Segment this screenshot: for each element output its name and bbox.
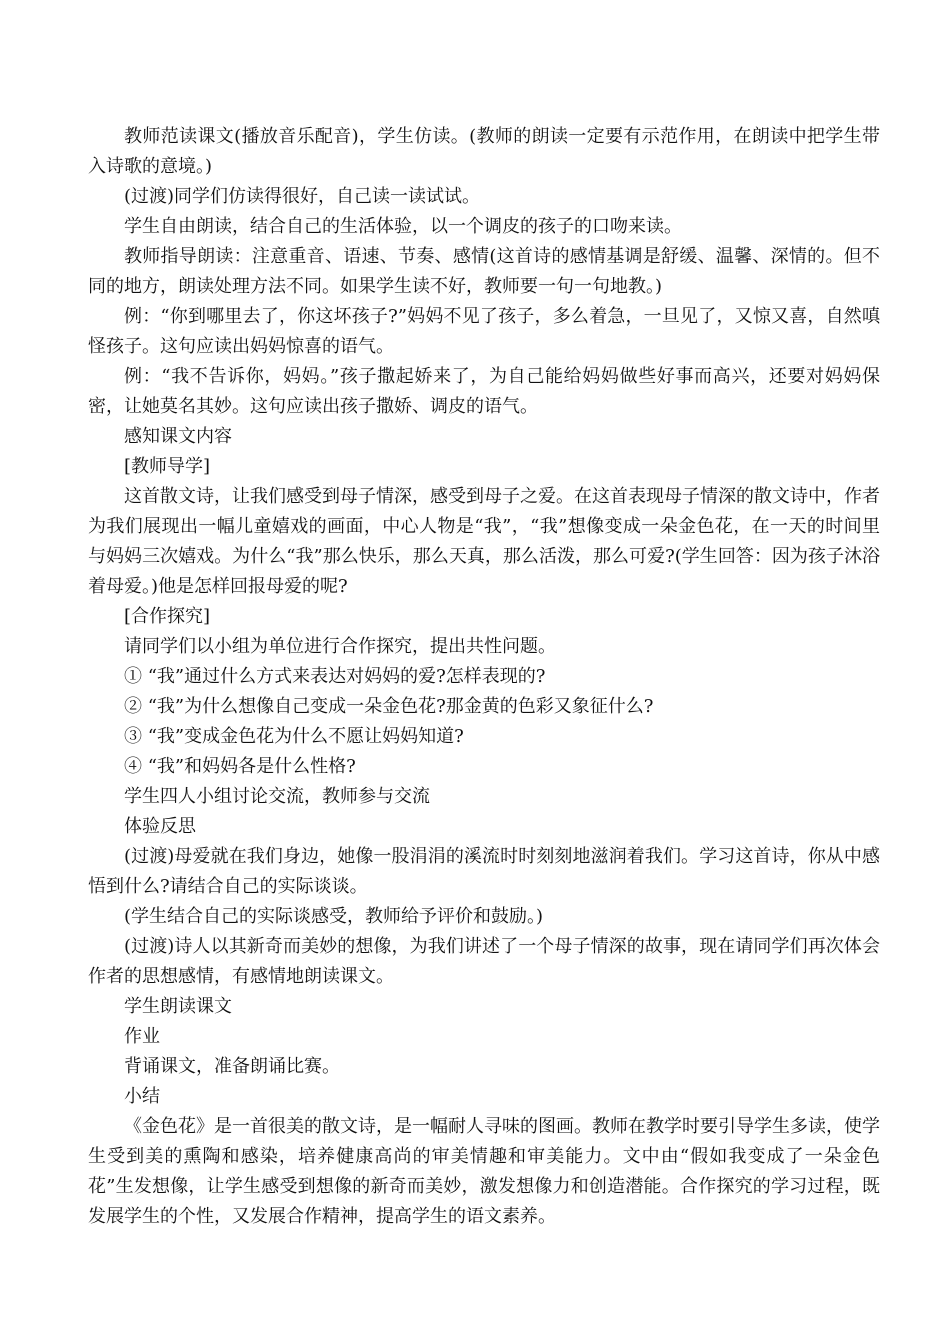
section-heading-teacher-guide: [教师导学] — [124, 456, 211, 477]
paragraph-teacher-guide: 这首散文诗，让我们感受到母子情深，感受到母子之爱。在这首表现母子情深的散文诗中，作者为我们展现出一幅儿童嬉戏的画面，中心人物是“我”，“我”想像变成一朵金色花，在一天的时间里与妈妈三次嬉戏。为什么“我”那么快乐，那么天真，那么活泼，那么可爱?(学生回答：因为孩子沐浴着母爱。)他是怎样回报母爱的呢? — [88, 486, 880, 597]
paragraph-homework: 背诵课文，准备朗诵比赛。 — [124, 1056, 340, 1077]
section-heading-reflection: 体验反思 — [124, 816, 196, 837]
paragraph-group-discussion: 学生四人小组讨论交流，教师参与交流 — [124, 786, 430, 807]
question-item-3: ③ “我”变成金色花为什么不愿让妈妈知道? — [124, 726, 464, 747]
paragraph-summary: 《金色花》是一首很美的散文诗，是一幅耐人寻味的图画。教师在教学时要引导学生多读，使学生受到美的熏陶和感染，培养健康高尚的审美情趣和审美能力。文中由“假如我变成了一朵金色花”生发想像，让学生感受到想像的新奇而美妙，激发想像力和创造潜能。合作探究的学习过程，既发展学生的个性，又发展合作精神，提高学生的语文素养。 — [88, 1116, 880, 1227]
paragraph-reading-guidance: 教师指导朗读：注意重音、语速、节奏、感情(这首诗的感情基调是舒缓、温馨、深情的。但不同的地方，朗读处理方法不同。如果学生读不好，教师要一句一句地教。) — [88, 246, 880, 297]
paragraph-transition-1: (过渡)同学们仿读得很好，自己读一读试试。 — [124, 186, 481, 207]
paragraph-example-1: 例：“你到哪里去了，你这坏孩子?”妈妈不见了孩子，多么着急，一旦见了，又惊又喜，自然嗔怪孩子。这句应读出妈妈惊喜的语气。 — [88, 306, 880, 357]
paragraph-model-reading: 教师范读课文(播放音乐配音)，学生仿读。(教师的朗读一定要有示范作用，在朗读中把学生带入诗歌的意境。) — [88, 126, 880, 177]
paragraph-example-2: 例：“我不告诉你，妈妈。”孩子撒起娇来了，为自己能给妈妈做些好事而高兴，还要对妈妈保密，让她莫名其妙。这句应读出孩子撒娇、调皮的语气。 — [88, 366, 880, 417]
question-item-2: ② “我”为什么想像自己变成一朵金色花?那金黄的色彩又象征什么? — [124, 696, 654, 717]
paragraph-cooperative-intro: 请同学们以小组为单位进行合作探究，提出共性问题。 — [124, 636, 556, 657]
section-heading-homework: 作业 — [124, 1026, 160, 1047]
paragraph-student-reading: 学生朗读课文 — [124, 996, 232, 1017]
question-item-4: ④ “我”和妈妈各是什么性格? — [124, 756, 356, 777]
paragraph-free-reading: 学生自由朗读，结合自己的生活体验，以一个调皮的孩子的口吻来读。 — [124, 216, 682, 237]
paragraph-student-feelings: (学生结合自己的实际谈感受，教师给予评价和鼓励。) — [124, 906, 544, 927]
section-heading-perceive: 感知课文内容 — [124, 426, 232, 447]
paragraph-transition-2: (过渡)母爱就在我们身边，她像一股涓涓的溪流时时刻刻地滋润着我们。学习这首诗，你从中感悟到什么?请结合自己的实际谈谈。 — [88, 846, 880, 897]
question-item-1: ① “我”通过什么方式来表达对妈妈的爱?怎样表现的? — [124, 666, 546, 687]
paragraph-transition-3: (过渡)诗人以其新奇而美妙的想像，为我们讲述了一个母子情深的故事，现在请同学们再次体会作者的思想感情，有感情地朗读课文。 — [88, 936, 880, 987]
section-heading-cooperative: [合作探究] — [124, 606, 211, 627]
section-heading-summary: 小结 — [124, 1086, 160, 1107]
